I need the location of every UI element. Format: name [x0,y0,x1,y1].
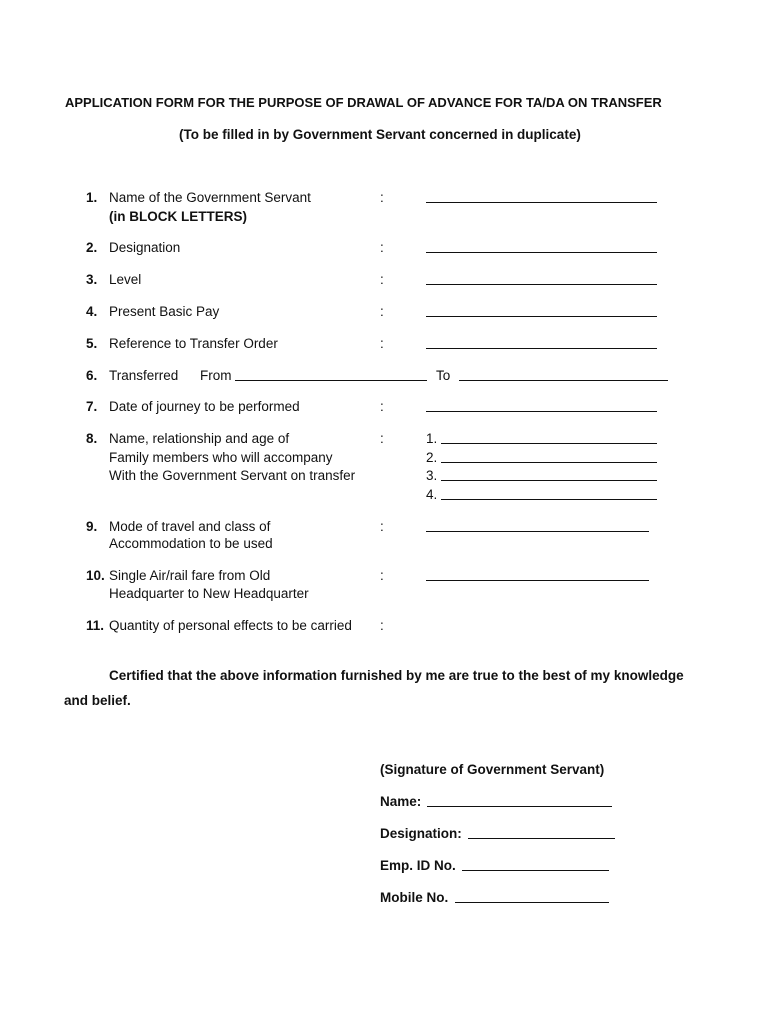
item-sublabel: (in BLOCK LETTERS) [109,209,247,224]
item-number: 4. [86,304,98,319]
from-field[interactable] [235,380,427,381]
signature-designation-field[interactable] [468,838,615,839]
member-3-field[interactable] [441,480,657,481]
item-number: 1. [86,190,98,205]
item-number: 3. [86,272,98,287]
item-label-line: Headquarter to New Headquarter [109,586,309,601]
form-title: APPLICATION FORM FOR THE PURPOSE OF DRAWAL OF ADVANCE FOR TA/DA ON TRANSFER [65,95,662,110]
from-label: From [200,368,232,383]
signature-caption: (Signature of Government Servant) [380,762,605,777]
item-number: 10. [86,568,105,583]
item-label-line: Single Air/rail fare from Old [109,568,271,583]
name-field[interactable] [426,202,657,203]
member-number: 2. [426,450,438,465]
item-number: 7. [86,399,98,414]
item-colon: : [380,336,384,351]
certification-line-2: and belief. [64,693,131,708]
transfer-order-field[interactable] [426,348,657,349]
item-label-line: Accommodation to be used [109,536,273,551]
item-number: 8. [86,431,98,446]
signature-name-label: Name: [380,794,422,809]
item-colon: : [380,568,384,583]
mode-of-travel-field[interactable] [426,531,649,532]
item-label: Present Basic Pay [109,304,220,319]
member-2-field[interactable] [441,462,657,463]
item-label: Date of journey to be performed [109,399,300,414]
member-4-field[interactable] [441,499,657,500]
item-label-line: Family members who will accompany [109,450,333,465]
signature-name-field[interactable] [427,806,612,807]
to-label: To [436,368,451,383]
item-colon: : [380,618,384,633]
level-field[interactable] [426,284,657,285]
item-number: 11. [86,618,105,633]
item-label-line: With the Government Servant on transfer [109,468,356,483]
member-number: 1. [426,431,438,446]
item-label: Reference to Transfer Order [109,336,278,351]
fare-field[interactable] [426,580,649,581]
signature-designation-label: Designation: [380,826,462,841]
certification-line-1: Certified that the above information furnished by me are true to the best of my knowledge [109,668,684,683]
designation-field[interactable] [426,252,657,253]
member-1-field[interactable] [441,443,657,444]
item-colon: : [380,240,384,255]
basic-pay-field[interactable] [426,316,657,317]
item-label: Quantity of personal effects to be carried [109,618,352,633]
item-label: Designation [109,240,181,255]
item-colon: : [380,190,384,205]
item-number: 9. [86,519,98,534]
item-label: Transferred [109,368,179,383]
item-colon: : [380,519,384,534]
member-number: 3. [426,468,438,483]
item-label-line: Name, relationship and age of [109,431,290,446]
item-label: Level [109,272,142,287]
to-field[interactable] [459,380,668,381]
member-number: 4. [426,487,438,502]
signature-emp-id-field[interactable] [462,870,609,871]
item-colon: : [380,399,384,414]
form-subtitle: (To be filled in by Government Servant concerned in duplicate) [179,127,581,142]
item-number: 6. [86,368,98,383]
item-number: 2. [86,240,98,255]
journey-date-field[interactable] [426,411,657,412]
item-label: Name of the Government Servant [109,190,311,205]
signature-emp-id-label: Emp. ID No. [380,858,456,873]
item-colon: : [380,304,384,319]
item-number: 5. [86,336,98,351]
signature-mobile-field[interactable] [455,902,609,903]
item-colon: : [380,431,384,446]
item-label-line: Mode of travel and class of [109,519,271,534]
signature-mobile-label: Mobile No. [380,890,449,905]
item-colon: : [380,272,384,287]
